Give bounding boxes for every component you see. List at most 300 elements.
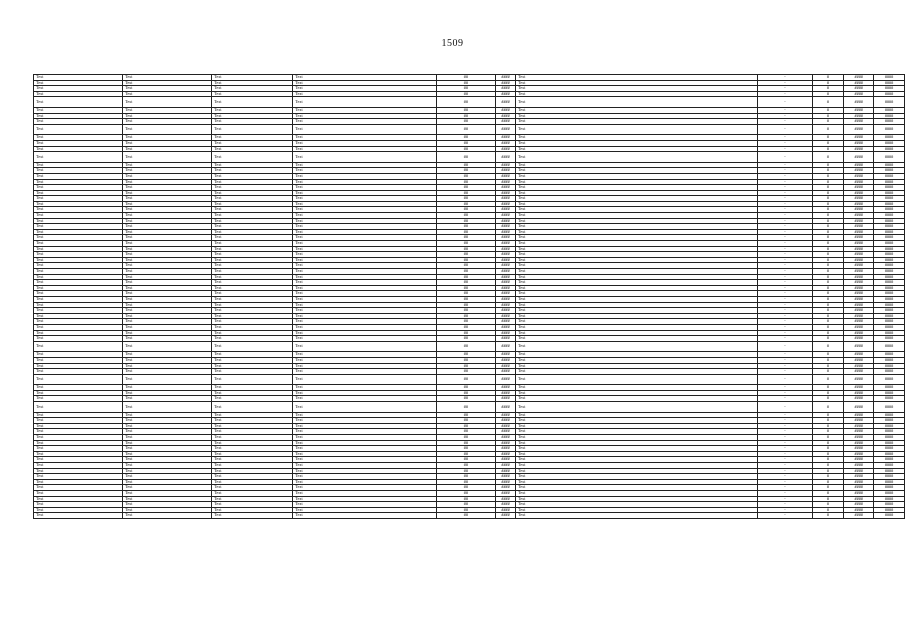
cell-work-type: Text xyxy=(515,451,757,457)
cell-value-a: - xyxy=(758,357,812,363)
cell-street: Text xyxy=(293,241,436,247)
cell-year-start: #### xyxy=(844,385,874,391)
cell-settlement: Text xyxy=(123,201,212,207)
cell-year: #### xyxy=(496,474,516,480)
cell-house-number: ## xyxy=(436,75,495,81)
cell-value-a: - xyxy=(758,341,812,352)
cell-district: Text xyxy=(212,324,293,330)
cell-district: Text xyxy=(212,80,293,86)
cell-work-type: Text xyxy=(515,507,757,513)
cell-municipality: Text xyxy=(34,218,123,224)
cell-house-number: ## xyxy=(436,229,495,235)
cell-municipality: Text xyxy=(34,513,123,519)
cell-district: Text xyxy=(212,135,293,141)
cell-municipality: Text xyxy=(34,341,123,352)
cell-year-end: #### xyxy=(874,91,905,97)
cell-district: Text xyxy=(212,246,293,252)
cell-street: Text xyxy=(293,451,436,457)
cell-year-end: #### xyxy=(874,235,905,241)
cell-street: Text xyxy=(293,291,436,297)
cell-street: Text xyxy=(293,446,436,452)
cell-year-start: #### xyxy=(844,296,874,302)
cell-municipality: Text xyxy=(34,324,123,330)
cell-value-a: - xyxy=(758,196,812,202)
cell-year: #### xyxy=(496,75,516,81)
cell-year-end: #### xyxy=(874,201,905,207)
cell-value-b: # xyxy=(812,107,844,113)
cell-settlement: Text xyxy=(123,336,212,342)
cell-district: Text xyxy=(212,235,293,241)
cell-year-start: #### xyxy=(844,185,874,191)
cell-settlement: Text xyxy=(123,152,212,163)
cell-municipality: Text xyxy=(34,363,123,369)
cell-year-start: #### xyxy=(844,496,874,502)
cell-house-number: ## xyxy=(436,179,495,185)
cell-street: Text xyxy=(293,269,436,275)
cell-value-b: # xyxy=(812,80,844,86)
cell-municipality: Text xyxy=(34,357,123,363)
cell-district: Text xyxy=(212,451,293,457)
cell-municipality: Text xyxy=(34,468,123,474)
cell-value-a: - xyxy=(758,429,812,435)
cell-value-a: - xyxy=(758,463,812,469)
cell-house-number: ## xyxy=(436,423,495,429)
cell-district: Text xyxy=(212,269,293,275)
cell-value-b: # xyxy=(812,86,844,92)
cell-year-end: #### xyxy=(874,324,905,330)
cell-value-b: # xyxy=(812,280,844,286)
cell-municipality: Text xyxy=(34,390,123,396)
cell-house-number: ## xyxy=(436,308,495,314)
cell-settlement: Text xyxy=(123,374,212,385)
cell-settlement: Text xyxy=(123,412,212,418)
cell-year-start: #### xyxy=(844,429,874,435)
cell-year-end: #### xyxy=(874,246,905,252)
cell-year-start: #### xyxy=(844,107,874,113)
cell-year-end: #### xyxy=(874,229,905,235)
cell-year: #### xyxy=(496,140,516,146)
cell-value-a: - xyxy=(758,75,812,81)
cell-year-start: #### xyxy=(844,263,874,269)
cell-street: Text xyxy=(293,91,436,97)
cell-municipality: Text xyxy=(34,385,123,391)
cell-settlement: Text xyxy=(123,352,212,358)
cell-year-end: #### xyxy=(874,302,905,308)
cell-value-b: # xyxy=(812,152,844,163)
cell-value-b: # xyxy=(812,146,844,152)
table-row xyxy=(34,97,905,108)
cell-year-start: #### xyxy=(844,319,874,325)
cell-settlement: Text xyxy=(123,429,212,435)
cell-value-a: - xyxy=(758,146,812,152)
cell-year-end: #### xyxy=(874,402,905,413)
cell-value-b: # xyxy=(812,218,844,224)
cell-house-number: ## xyxy=(436,113,495,119)
cell-year-end: #### xyxy=(874,173,905,179)
cell-settlement: Text xyxy=(123,257,212,263)
cell-value-b: # xyxy=(812,341,844,352)
cell-settlement: Text xyxy=(123,418,212,424)
cell-value-a: - xyxy=(758,374,812,385)
cell-municipality: Text xyxy=(34,423,123,429)
cell-house-number: ## xyxy=(436,390,495,396)
cell-year: #### xyxy=(496,218,516,224)
cell-value-a: - xyxy=(758,213,812,219)
cell-settlement: Text xyxy=(123,319,212,325)
cell-year: #### xyxy=(496,374,516,385)
cell-value-a: - xyxy=(758,91,812,97)
cell-settlement: Text xyxy=(123,451,212,457)
cell-street: Text xyxy=(293,140,436,146)
cell-value-b: # xyxy=(812,396,844,402)
cell-house-number: ## xyxy=(436,257,495,263)
cell-year-end: #### xyxy=(874,285,905,291)
cell-settlement: Text xyxy=(123,291,212,297)
cell-district: Text xyxy=(212,352,293,358)
cell-municipality: Text xyxy=(34,302,123,308)
cell-year: #### xyxy=(496,468,516,474)
cell-street: Text xyxy=(293,369,436,375)
cell-year: #### xyxy=(496,162,516,168)
cell-settlement: Text xyxy=(123,507,212,513)
cell-house-number: ## xyxy=(436,357,495,363)
cell-value-b: # xyxy=(812,124,844,135)
cell-year-end: #### xyxy=(874,152,905,163)
cell-year-end: #### xyxy=(874,257,905,263)
cell-year-start: #### xyxy=(844,302,874,308)
cell-value-a: - xyxy=(758,241,812,247)
cell-year-end: #### xyxy=(874,213,905,219)
cell-district: Text xyxy=(212,241,293,247)
cell-house-number: ## xyxy=(436,168,495,174)
cell-year-start: #### xyxy=(844,218,874,224)
cell-year-end: #### xyxy=(874,196,905,202)
cell-street: Text xyxy=(293,119,436,125)
cell-house-number: ## xyxy=(436,435,495,441)
cell-district: Text xyxy=(212,496,293,502)
cell-value-a: - xyxy=(758,190,812,196)
cell-house-number: ## xyxy=(436,241,495,247)
cell-year-end: #### xyxy=(874,363,905,369)
cell-value-b: # xyxy=(812,330,844,336)
cell-district: Text xyxy=(212,513,293,519)
cell-value-a: - xyxy=(758,396,812,402)
cell-municipality: Text xyxy=(34,330,123,336)
cell-year-start: #### xyxy=(844,229,874,235)
cell-value-b: # xyxy=(812,201,844,207)
cell-value-b: # xyxy=(812,173,844,179)
cell-value-b: # xyxy=(812,440,844,446)
cell-street: Text xyxy=(293,385,436,391)
cell-value-a: - xyxy=(758,185,812,191)
cell-value-a: - xyxy=(758,119,812,125)
cell-year: #### xyxy=(496,507,516,513)
cell-year-end: #### xyxy=(874,513,905,519)
cell-work-type: Text xyxy=(515,330,757,336)
cell-year-start: #### xyxy=(844,479,874,485)
cell-work-type: Text xyxy=(515,457,757,463)
cell-value-a: - xyxy=(758,124,812,135)
cell-year-end: #### xyxy=(874,474,905,480)
cell-house-number: ## xyxy=(436,196,495,202)
cell-value-b: # xyxy=(812,97,844,108)
cell-value-b: # xyxy=(812,229,844,235)
cell-district: Text xyxy=(212,357,293,363)
cell-settlement: Text xyxy=(123,285,212,291)
cell-settlement: Text xyxy=(123,468,212,474)
cell-year-end: #### xyxy=(874,308,905,314)
cell-year: #### xyxy=(496,146,516,152)
cell-settlement: Text xyxy=(123,107,212,113)
cell-value-a: - xyxy=(758,269,812,275)
cell-settlement: Text xyxy=(123,91,212,97)
cell-settlement: Text xyxy=(123,246,212,252)
cell-house-number: ## xyxy=(436,173,495,179)
cell-street: Text xyxy=(293,468,436,474)
cell-value-a: - xyxy=(758,201,812,207)
cell-settlement: Text xyxy=(123,369,212,375)
cell-municipality: Text xyxy=(34,396,123,402)
cell-work-type: Text xyxy=(515,468,757,474)
cell-year-start: #### xyxy=(844,324,874,330)
cell-work-type: Text xyxy=(515,173,757,179)
cell-settlement: Text xyxy=(123,179,212,185)
cell-year: #### xyxy=(496,352,516,358)
cell-municipality: Text xyxy=(34,207,123,213)
cell-house-number: ## xyxy=(436,135,495,141)
cell-street: Text xyxy=(293,435,436,441)
cell-value-b: # xyxy=(812,241,844,247)
cell-municipality: Text xyxy=(34,374,123,385)
cell-settlement: Text xyxy=(123,402,212,413)
cell-year-start: #### xyxy=(844,451,874,457)
cell-year-start: #### xyxy=(844,418,874,424)
cell-house-number: ## xyxy=(436,80,495,86)
cell-year-start: #### xyxy=(844,75,874,81)
cell-work-type: Text xyxy=(515,412,757,418)
cell-street: Text xyxy=(293,502,436,508)
cell-municipality: Text xyxy=(34,440,123,446)
cell-year: #### xyxy=(496,446,516,452)
cell-year-end: #### xyxy=(874,146,905,152)
cell-street: Text xyxy=(293,513,436,519)
cell-value-a: - xyxy=(758,507,812,513)
cell-municipality: Text xyxy=(34,496,123,502)
cell-year: #### xyxy=(496,302,516,308)
cell-value-b: # xyxy=(812,246,844,252)
cell-municipality: Text xyxy=(34,435,123,441)
cell-municipality: Text xyxy=(34,86,123,92)
cell-house-number: ## xyxy=(436,185,495,191)
cell-house-number: ## xyxy=(436,140,495,146)
cell-work-type: Text xyxy=(515,490,757,496)
cell-street: Text xyxy=(293,263,436,269)
cell-year-end: #### xyxy=(874,396,905,402)
cell-district: Text xyxy=(212,75,293,81)
cell-year: #### xyxy=(496,363,516,369)
cell-value-a: - xyxy=(758,457,812,463)
cell-work-type: Text xyxy=(515,252,757,258)
cell-settlement: Text xyxy=(123,385,212,391)
cell-value-a: - xyxy=(758,280,812,286)
cell-year-end: #### xyxy=(874,463,905,469)
cell-year-end: #### xyxy=(874,119,905,125)
cell-work-type: Text xyxy=(515,463,757,469)
cell-district: Text xyxy=(212,490,293,496)
cell-settlement: Text xyxy=(123,269,212,275)
cell-value-b: # xyxy=(812,474,844,480)
table-body xyxy=(34,75,905,519)
cell-street: Text xyxy=(293,479,436,485)
cell-value-b: # xyxy=(812,468,844,474)
cell-year: #### xyxy=(496,485,516,491)
cell-street: Text xyxy=(293,86,436,92)
cell-house-number: ## xyxy=(436,152,495,163)
table-row xyxy=(34,374,905,385)
cell-year: #### xyxy=(496,201,516,207)
cell-work-type: Text xyxy=(515,162,757,168)
cell-house-number: ## xyxy=(436,396,495,402)
cell-year: #### xyxy=(496,269,516,275)
cell-municipality: Text xyxy=(34,369,123,375)
cell-value-a: - xyxy=(758,451,812,457)
cell-house-number: ## xyxy=(436,146,495,152)
cell-house-number: ## xyxy=(436,107,495,113)
cell-value-a: - xyxy=(758,152,812,163)
cell-street: Text xyxy=(293,97,436,108)
cell-settlement: Text xyxy=(123,241,212,247)
cell-work-type: Text xyxy=(515,119,757,125)
cell-house-number: ## xyxy=(436,269,495,275)
cell-value-b: # xyxy=(812,168,844,174)
cell-municipality: Text xyxy=(34,502,123,508)
cell-year: #### xyxy=(496,135,516,141)
cell-house-number: ## xyxy=(436,341,495,352)
cell-district: Text xyxy=(212,435,293,441)
cell-street: Text xyxy=(293,224,436,230)
cell-district: Text xyxy=(212,474,293,480)
cell-value-a: - xyxy=(758,80,812,86)
cell-year-end: #### xyxy=(874,341,905,352)
cell-year-end: #### xyxy=(874,274,905,280)
cell-year-start: #### xyxy=(844,440,874,446)
cell-street: Text xyxy=(293,423,436,429)
cell-street: Text xyxy=(293,75,436,81)
cell-district: Text xyxy=(212,302,293,308)
cell-work-type: Text xyxy=(515,418,757,424)
cell-settlement: Text xyxy=(123,75,212,81)
cell-year-start: #### xyxy=(844,412,874,418)
cell-settlement: Text xyxy=(123,124,212,135)
cell-district: Text xyxy=(212,440,293,446)
cell-settlement: Text xyxy=(123,229,212,235)
cell-district: Text xyxy=(212,479,293,485)
cell-year-end: #### xyxy=(874,412,905,418)
cell-work-type: Text xyxy=(515,385,757,391)
cell-house-number: ## xyxy=(436,274,495,280)
cell-year-start: #### xyxy=(844,86,874,92)
cell-year-start: #### xyxy=(844,390,874,396)
cell-municipality: Text xyxy=(34,269,123,275)
cell-year-start: #### xyxy=(844,280,874,286)
cell-district: Text xyxy=(212,285,293,291)
cell-district: Text xyxy=(212,201,293,207)
cell-settlement: Text xyxy=(123,213,212,219)
cell-value-a: - xyxy=(758,423,812,429)
cell-year-end: #### xyxy=(874,336,905,342)
cell-year-start: #### xyxy=(844,468,874,474)
cell-value-b: # xyxy=(812,357,844,363)
cell-district: Text xyxy=(212,363,293,369)
cell-year: #### xyxy=(496,280,516,286)
cell-municipality: Text xyxy=(34,463,123,469)
cell-year-end: #### xyxy=(874,502,905,508)
cell-house-number: ## xyxy=(436,213,495,219)
cell-municipality: Text xyxy=(34,313,123,319)
cell-year-end: #### xyxy=(874,507,905,513)
cell-house-number: ## xyxy=(436,374,495,385)
cell-year-end: #### xyxy=(874,423,905,429)
cell-value-a: - xyxy=(758,97,812,108)
cell-value-b: # xyxy=(812,429,844,435)
cell-year-end: #### xyxy=(874,224,905,230)
cell-work-type: Text xyxy=(515,91,757,97)
cell-year-start: #### xyxy=(844,313,874,319)
cell-value-a: - xyxy=(758,468,812,474)
cell-year-start: #### xyxy=(844,446,874,452)
cell-year: #### xyxy=(496,229,516,235)
cell-value-b: # xyxy=(812,451,844,457)
cell-year: #### xyxy=(496,490,516,496)
cell-settlement: Text xyxy=(123,140,212,146)
cell-year: #### xyxy=(496,80,516,86)
cell-district: Text xyxy=(212,457,293,463)
cell-year: #### xyxy=(496,496,516,502)
cell-work-type: Text xyxy=(515,285,757,291)
cell-street: Text xyxy=(293,324,436,330)
cell-house-number: ## xyxy=(436,457,495,463)
cell-work-type: Text xyxy=(515,429,757,435)
cell-value-a: - xyxy=(758,324,812,330)
cell-municipality: Text xyxy=(34,490,123,496)
cell-year: #### xyxy=(496,440,516,446)
cell-year-end: #### xyxy=(874,107,905,113)
cell-work-type: Text xyxy=(515,352,757,358)
cell-district: Text xyxy=(212,213,293,219)
cell-value-a: - xyxy=(758,474,812,480)
cell-house-number: ## xyxy=(436,124,495,135)
cell-settlement: Text xyxy=(123,457,212,463)
cell-house-number: ## xyxy=(436,451,495,457)
cell-district: Text xyxy=(212,86,293,92)
cell-value-b: # xyxy=(812,374,844,385)
cell-year-start: #### xyxy=(844,190,874,196)
cell-house-number: ## xyxy=(436,246,495,252)
cell-district: Text xyxy=(212,446,293,452)
cell-work-type: Text xyxy=(515,308,757,314)
cell-value-a: - xyxy=(758,352,812,358)
cell-year-end: #### xyxy=(874,185,905,191)
cell-year-end: #### xyxy=(874,418,905,424)
cell-work-type: Text xyxy=(515,269,757,275)
cell-value-b: # xyxy=(812,263,844,269)
cell-work-type: Text xyxy=(515,257,757,263)
cell-settlement: Text xyxy=(123,207,212,213)
cell-value-a: - xyxy=(758,291,812,297)
cell-value-b: # xyxy=(812,496,844,502)
cell-year: #### xyxy=(496,396,516,402)
cell-year: #### xyxy=(496,185,516,191)
